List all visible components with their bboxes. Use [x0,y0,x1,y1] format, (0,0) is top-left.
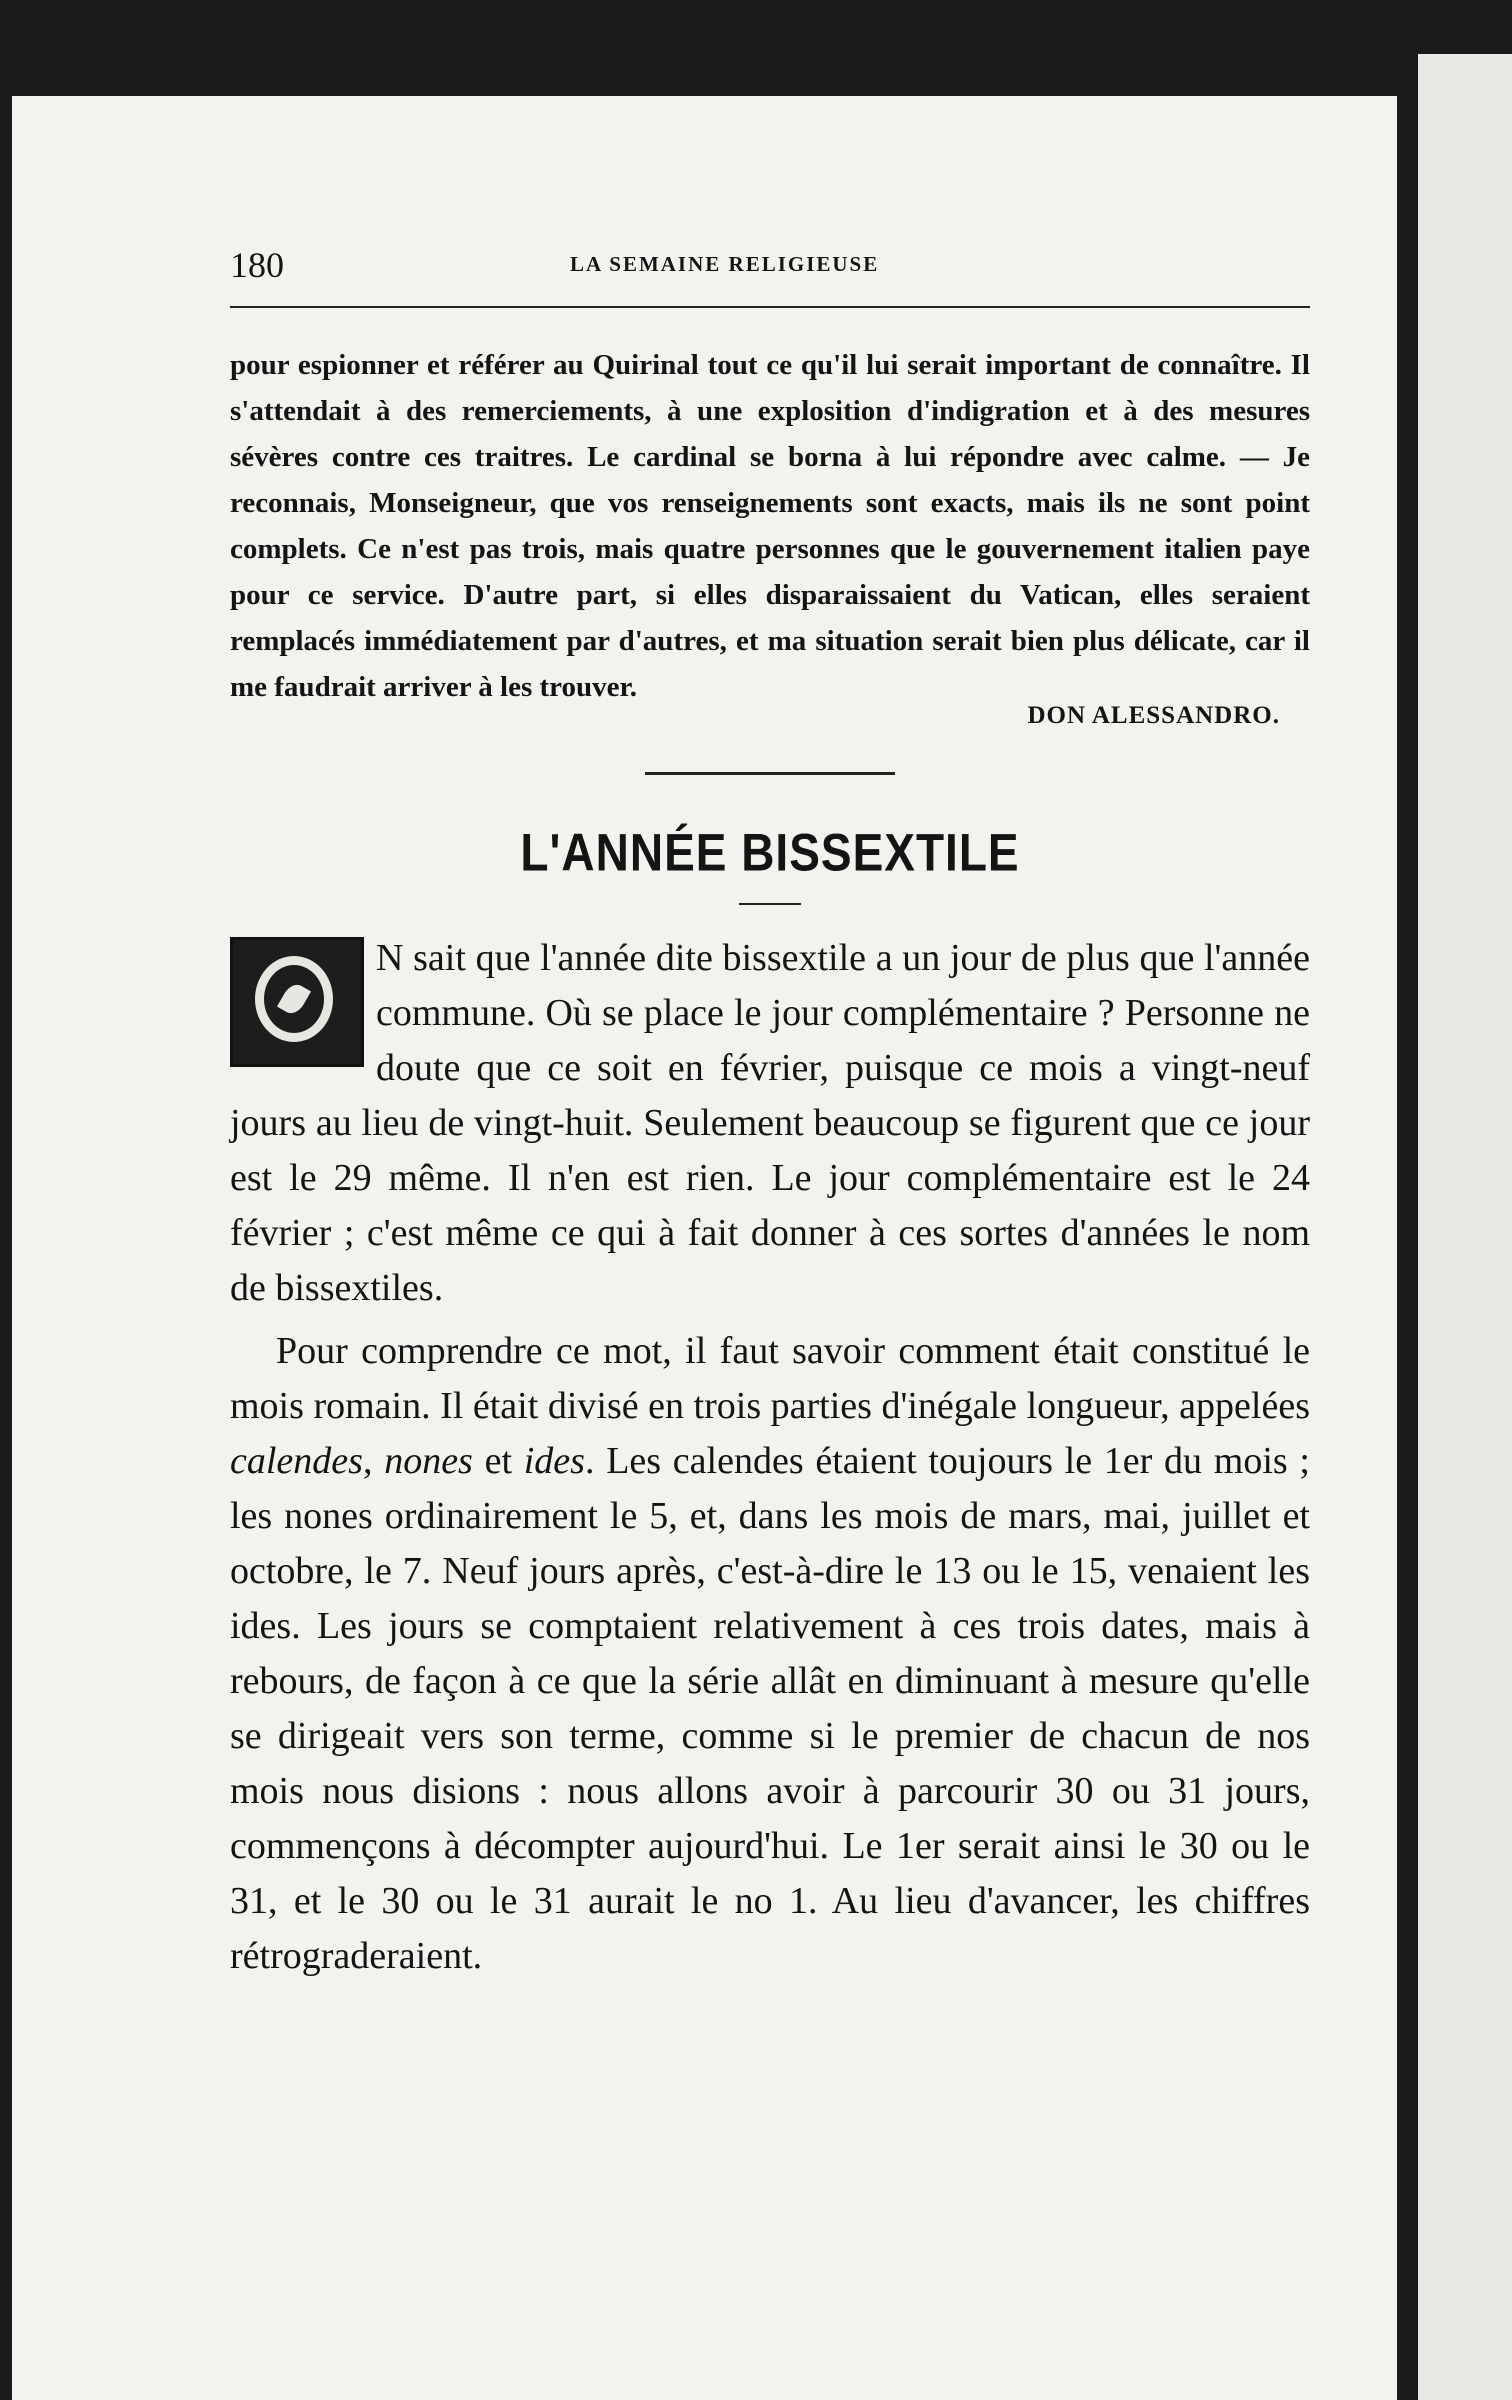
previous-article-text: pour espionner et référer au Quirinal tout ce qu'il lui serait important de connaître. Il s'attendait à des remerciements, à une explosition d'indigration et à des mesures sévères contre ces traitres. Le cardinal se borna à lui répondre avec calme. — Je reconnais, Monseigneur, que vos renseignements sont exacts, mais ils ne sont point complets. Ce n'est pas trois, mais quatre personnes que le gouvernement italien paye pour ce service. D'autre part, si elles disparaissaient du Vatican, elles seraient remplacés immédiatement par d'autres, et ma situation serait bien plus délicate, car il me faudrait arriver à les trouver. [230,349,1310,703]
term-nones: nones [384,1440,473,1482]
term-calendes: calendes [230,1440,363,1482]
paragraph-2-text-a: Pour comprendre ce mot, il faut savoir comment était constitué le mois romain. Il était divisé en trois parties d'inégale longueur, appelées [230,1330,1310,1427]
paragraph-2-text-b: . Les calendes étaient toujours le 1er du mois ; les nones ordinairement le 5, et, dans les mois de mars, mai, juillet et octobre, le 7. Neuf jours après, c'est-à-dire le 13 ou le 15, venaient les ides. Les jours se comptaient relativement à ces trois dates, mais à rebours, de façon à ce que la série allât en diminuant à mesure qu'elle se dirigeait vers son terme, comme si le premier de chacun de nos mois nous disions : nous allons avoir à parcourir 30 ou 31 jours, commençons à décompter aujourd'hui. Le 1er serait ainsi le 30 ou le 31, et le 30 ou le 31 aurait le no 1. Au lieu d'avancer, les chiffres rétrograderaient. [230,1440,1310,1977]
paragraph-1-text: N sait que l'année dite bissextile a un jour de plus que l'année commune. Où se place le jour complémentaire ? Personne ne doute que ce soit en février, puisque ce mois a vingt-neuf jours au lieu de vingt-huit. Seulement beaucoup se figurent que ce jour est le 29 même. Il n'en est rien. Le jour complémentaire est le 24 février ; c'est même ce qui à fait donner à ces sortes d'années le nom de bissextiles. [230,937,1310,1309]
section-divider [645,772,895,775]
title-underline [739,903,801,905]
term-ides: ides [523,1440,585,1482]
ornamental-drop-cap [230,937,364,1067]
article-title: L'ANNÉE BISSEXTILE [520,822,1020,882]
header-rule [230,306,1310,308]
adjacent-page-edge [1418,54,1512,2400]
running-head [230,230,1310,300]
running-title: LA SEMAINE RELIGIEUSE [570,252,880,276]
separator-1: , [362,1440,385,1482]
separator-2: et [472,1440,524,1482]
page-number: 180 [230,245,284,285]
page-content [230,230,1310,1984]
paragraph-1 [230,931,1310,1316]
article-signature: DON ALESSANDRO. [1027,702,1280,729]
paragraph-2 [230,1324,1310,1984]
